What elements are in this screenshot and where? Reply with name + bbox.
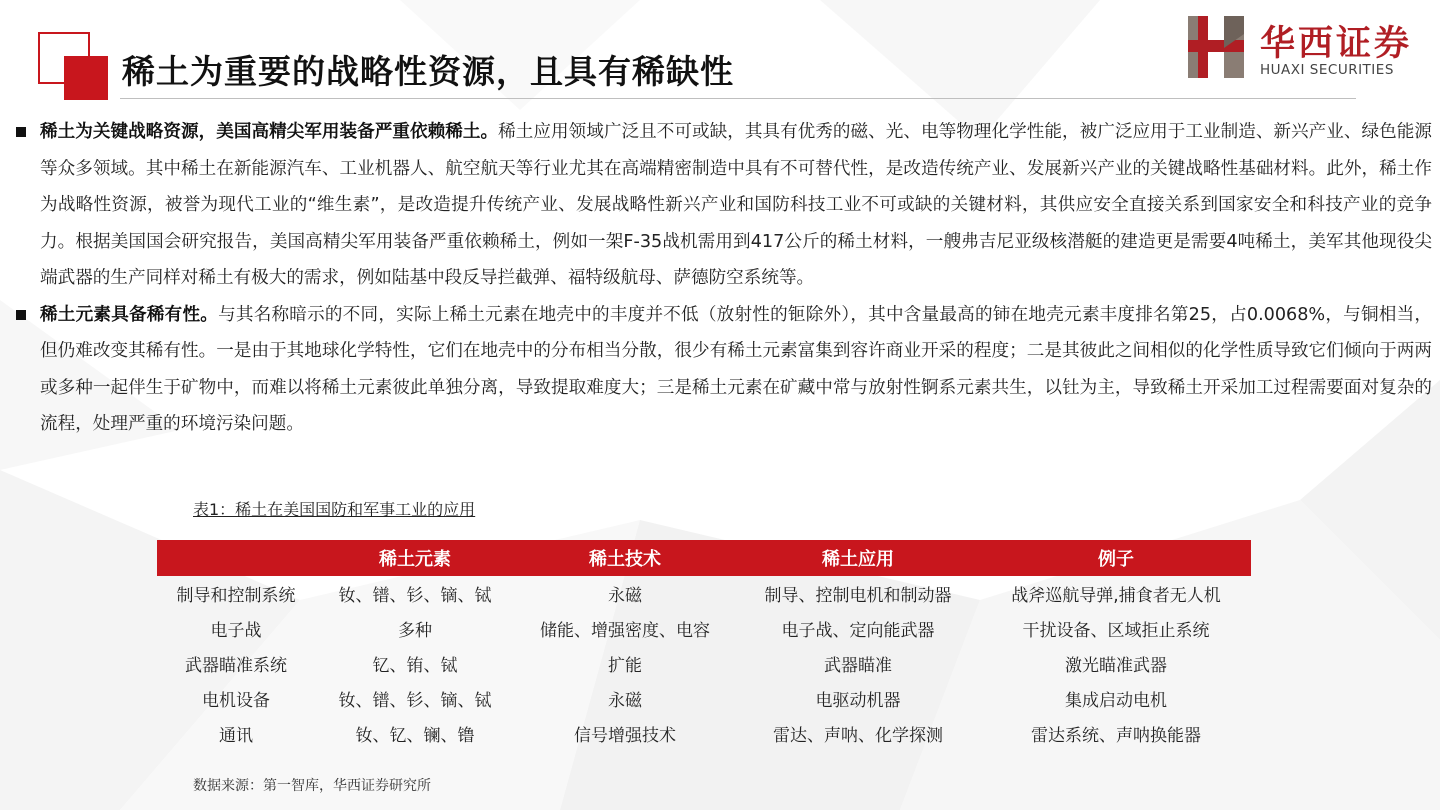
table-cell: 激光瞄准武器 <box>1065 656 1167 676</box>
bullet-body: 与其名称暗示的不同，实际上稀土元素在地壳中的丰度并不低（放射性的钷除外），其中含量最高的铈在地壳元素丰度排名第25，占0.0068%，与铜相当，但仍难改变其稀有性。一是由于其地球化学特性，它们在地壳中的分布相当分散，很少有稀土元素富集到容许商业开采的程度；二是其彼此之间相似的化学性质导致它们倾向于两两或多种一起伴生于矿物中，而难以将稀土元素彼此单独分离，导致提取难度大；三是稀土元素在矿藏中常与放射性锕系元素共生，以钍为主，导致稀土开采加工过程需要面对复杂的流程，处理严重的环境污染问题。 <box>40 304 1432 434</box>
table-cell: 电子战 <box>210 621 262 641</box>
bullet-list <box>14 114 1432 443</box>
table-cell: 扩能 <box>608 656 642 676</box>
table-cell: 雷达、声呐、化学探测 <box>773 726 943 746</box>
table-cell: 钕、镨、钐、镝、铽 <box>338 586 492 606</box>
table-row <box>157 716 1251 751</box>
table-cell: 通讯 <box>219 726 253 746</box>
table-row <box>157 576 1251 611</box>
table-caption: 表1：稀土在美国国防和军事工业的应用 <box>193 500 476 519</box>
table-cell: 干扰设备、区域拒止系统 <box>1022 621 1210 641</box>
bullet-lead: 稀土元素具备稀有性。 <box>40 304 219 325</box>
logo-name-en: HUAXI SECURITIES <box>1260 62 1394 78</box>
table-cell: 储能、增强密度、电容 <box>540 621 710 641</box>
title-divider <box>120 98 1356 99</box>
table-cell: 钕、镨、钐、镝、铽 <box>338 691 492 711</box>
table-cell: 钕、钇、镧、镥 <box>355 726 475 746</box>
logo-name-cn: 华西证券 <box>1260 23 1413 64</box>
bullet-lead: 稀土为关键战略资源，美国高精尖军用装备严重依赖稀土。 <box>40 122 499 142</box>
rare-earth-application-table <box>157 540 1251 751</box>
company-logo <box>1186 14 1426 80</box>
table-header-cell: 稀土应用 <box>735 540 981 576</box>
table-cell: 制导和控制系统 <box>176 586 296 606</box>
table-cell: 制导、控制电机和制动器 <box>764 586 952 606</box>
table-cell: 多种 <box>398 621 432 641</box>
table-header-cell: 稀土元素 <box>315 540 515 576</box>
table-cell: 武器瞄准 <box>824 656 892 676</box>
page-title: 稀土为重要的战略性资源，且具有稀缺性 <box>122 52 734 91</box>
huaxi-logo-icon <box>1186 14 1246 80</box>
table-row <box>157 646 1251 681</box>
table-header-row <box>157 540 1251 576</box>
bullet-body: 稀土应用领域广泛且不可或缺，其具有优秀的磁、光、电等物理化学性能，被广泛应用于工业制造、新兴产业、绿色能源等众多领域。其中稀土在新能源汽车、工业机器人、航空航天等行业尤其在高端精密制造中具有不可替代性，是改造传统产业、发展新兴产业的关键战略性基础材料。此外，稀土作为战略性资源，被誉为现代工业的“维生素”，是改造提升传统产业、发展战略性新兴产业和国防科技工业不可或缺的关键材料，其供应安全直接关系到国家安全和科技产业的竞争力。根据美国国会研究报告，美国高精尖军用装备严重依赖稀土，例如一架F-35战机需用到417公斤的稀土材料，一艘弗吉尼亚级核潜艇的建造更是需要4吨稀土，美军其他现役尖端武器的生产同样对稀土有极大的需求，例如陆基中段反导拦截弹、福特级航母、萨德防空系统等。 <box>40 122 1432 288</box>
table-cell: 永磁 <box>608 586 642 606</box>
table-cell: 雷达系统、声呐换能器 <box>1031 726 1201 746</box>
bullet-paragraph <box>14 114 1432 297</box>
table-cell: 电机设备 <box>202 691 270 711</box>
table-cell: 集成启动电机 <box>1065 691 1167 711</box>
table-cell: 永磁 <box>608 691 642 711</box>
table-header-cell <box>157 540 315 576</box>
table-header-cell: 稀土技术 <box>515 540 735 576</box>
table-cell: 电驱动机器 <box>815 691 901 711</box>
table-cell: 信号增强技术 <box>574 726 676 746</box>
table-row <box>157 611 1251 646</box>
bullet-square-icon <box>16 127 26 137</box>
table-cell: 武器瞄准系统 <box>185 656 287 676</box>
table-cell: 电子战、定向能武器 <box>781 621 935 641</box>
table-cell: 战斧巡航导弹,捕食者无人机 <box>1011 586 1221 606</box>
data-source-note: 数据来源：第一智库，华西证券研究所 <box>193 778 431 794</box>
table-cell: 钇、铕、铽 <box>372 656 458 676</box>
bullet-paragraph <box>14 297 1432 443</box>
title-decoration-solid-square <box>64 56 108 100</box>
table-header-cell: 例子 <box>981 540 1251 576</box>
bullet-square-icon <box>16 310 26 320</box>
table-row <box>157 681 1251 716</box>
